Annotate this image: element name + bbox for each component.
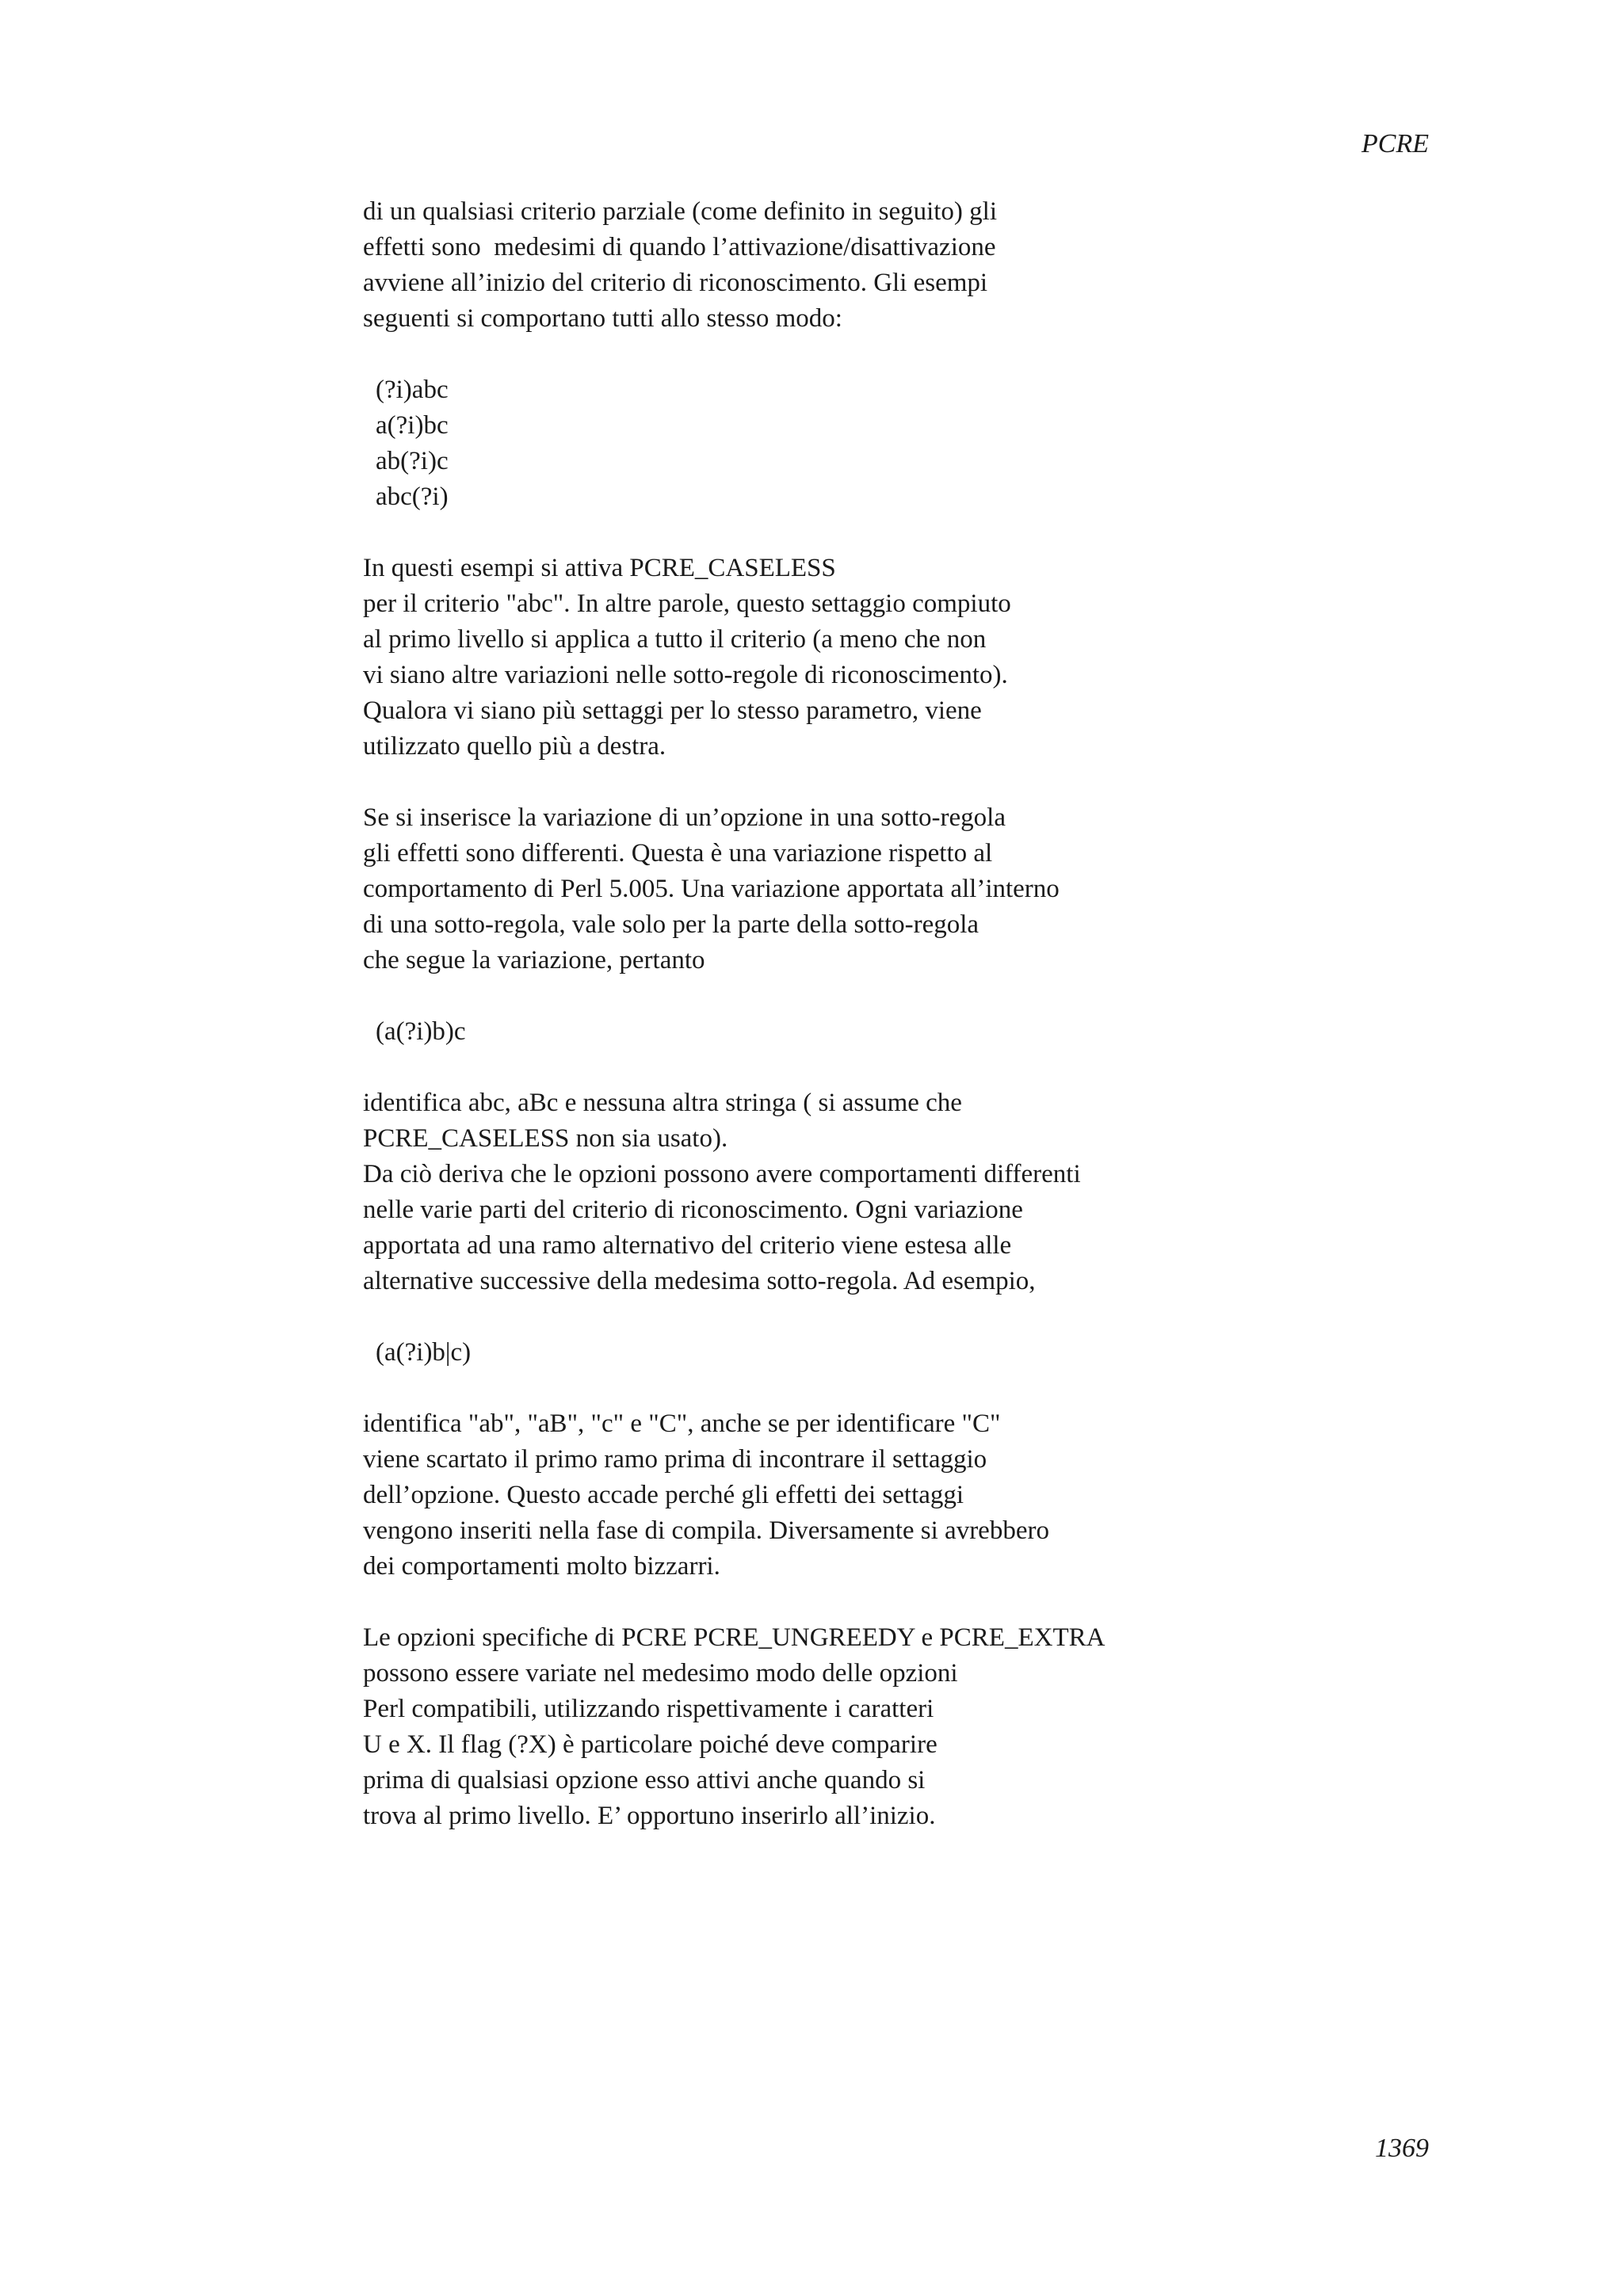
text-line: comportamento di Perl 5.005. Una variazione apportata all’interno xyxy=(363,875,1060,903)
code-line: abc(?i) xyxy=(376,482,449,511)
text-line: seguenti si comportano tutti allo stesso modo: xyxy=(363,304,842,333)
body-text xyxy=(363,194,1235,1870)
text-line: vengono inseriti nella fase di compila. Diversamente si avrebbero xyxy=(363,1516,1049,1545)
code-example-3 xyxy=(363,1335,1235,1371)
text-line: avviene all’inizio del criterio di riconoscimento. Gli esempi xyxy=(363,269,988,297)
text-line: dei comportamenti molto bizzarri. xyxy=(363,1552,720,1581)
text-line: alternative successive della medesima sotto-regola. Ad esempio, xyxy=(363,1267,1036,1295)
code-line: ab(?i)c xyxy=(376,447,449,475)
code-line: (a(?i)b)c xyxy=(376,1017,466,1046)
text-line: possono essere variate nel medesimo modo delle opzioni xyxy=(363,1659,958,1688)
text-line: per il criterio "abc". In altre parole, questo settaggio compiuto xyxy=(363,589,1011,618)
code-line: (?i)abc xyxy=(376,376,449,404)
text-line: Le opzioni specifiche di PCRE PCRE_UNGREEDY e PCRE_EXTRA xyxy=(363,1623,1106,1652)
text-line: gli effetti sono differenti. Questa è una variazione rispetto al xyxy=(363,839,993,868)
text-line: identifica abc, aBc e nessuna altra stringa ( si assume che xyxy=(363,1089,962,1117)
paragraph-5 xyxy=(363,1406,1235,1585)
code-line: (a(?i)b|c) xyxy=(376,1338,472,1367)
paragraph-3 xyxy=(363,800,1235,978)
text-line: di un qualsiasi criterio parziale (come definito in seguito) gli xyxy=(363,197,998,226)
text-line: U e X. Il flag (?X) è particolare poiché deve comparire xyxy=(363,1730,938,1759)
text-line: utilizzato quello più a destra. xyxy=(363,732,666,761)
text-line: PCRE_CASELESS non sia usato). xyxy=(363,1124,728,1153)
text-line: al primo livello si applica a tutto il criterio (a meno che non xyxy=(363,625,987,654)
text-line: prima di qualsiasi opzione esso attivi anche quando si xyxy=(363,1766,926,1794)
text-line: Qualora vi siano più settaggi per lo stesso parametro, viene xyxy=(363,696,982,725)
text-line: trova al primo livello. E’ opportuno inserirlo all’inizio. xyxy=(363,1802,936,1830)
code-example-1 xyxy=(363,372,1235,515)
text-line: In questi esempi si attiva PCRE_CASELESS xyxy=(363,554,836,582)
paragraph-2 xyxy=(363,551,1235,765)
page-number: 1369 xyxy=(1375,2134,1429,2163)
text-line: vi siano altre variazioni nelle sotto-regole di riconoscimento). xyxy=(363,661,1008,689)
text-line: viene scartato il primo ramo prima di incontrare il settaggio xyxy=(363,1445,987,1474)
paragraph-6 xyxy=(363,1620,1235,1834)
text-line: effetti sono medesimi di quando l’attivazione/disattivazione xyxy=(363,233,996,261)
text-line: Perl compatibili, utilizzando rispettivamente i caratteri xyxy=(363,1695,934,1723)
running-head-title: PCRE xyxy=(1361,129,1429,158)
text-line: apportata ad una ramo alternativo del criterio viene estesa alle xyxy=(363,1231,1012,1260)
text-line: di una sotto-regola, vale solo per la parte della sotto-regola xyxy=(363,910,980,939)
text-line: che segue la variazione, pertanto xyxy=(363,946,705,974)
text-line: nelle varie parti del criterio di riconoscimento. Ogni variazione xyxy=(363,1196,1023,1224)
text-line: Da ciò deriva che le opzioni possono avere comportamenti differenti xyxy=(363,1160,1081,1188)
text-line: dell’opzione. Questo accade perché gli effetti dei settaggi xyxy=(363,1481,964,1509)
code-line: a(?i)bc xyxy=(376,411,449,440)
text-line: Se si inserisce la variazione di un’opzione in una sotto-regola xyxy=(363,803,1006,832)
code-example-2 xyxy=(363,1014,1235,1050)
text-line: identifica "ab", "aB", "c" e "C", anche se per identificare "C" xyxy=(363,1409,1001,1438)
paragraph-1 xyxy=(363,194,1235,337)
paragraph-4 xyxy=(363,1085,1235,1299)
